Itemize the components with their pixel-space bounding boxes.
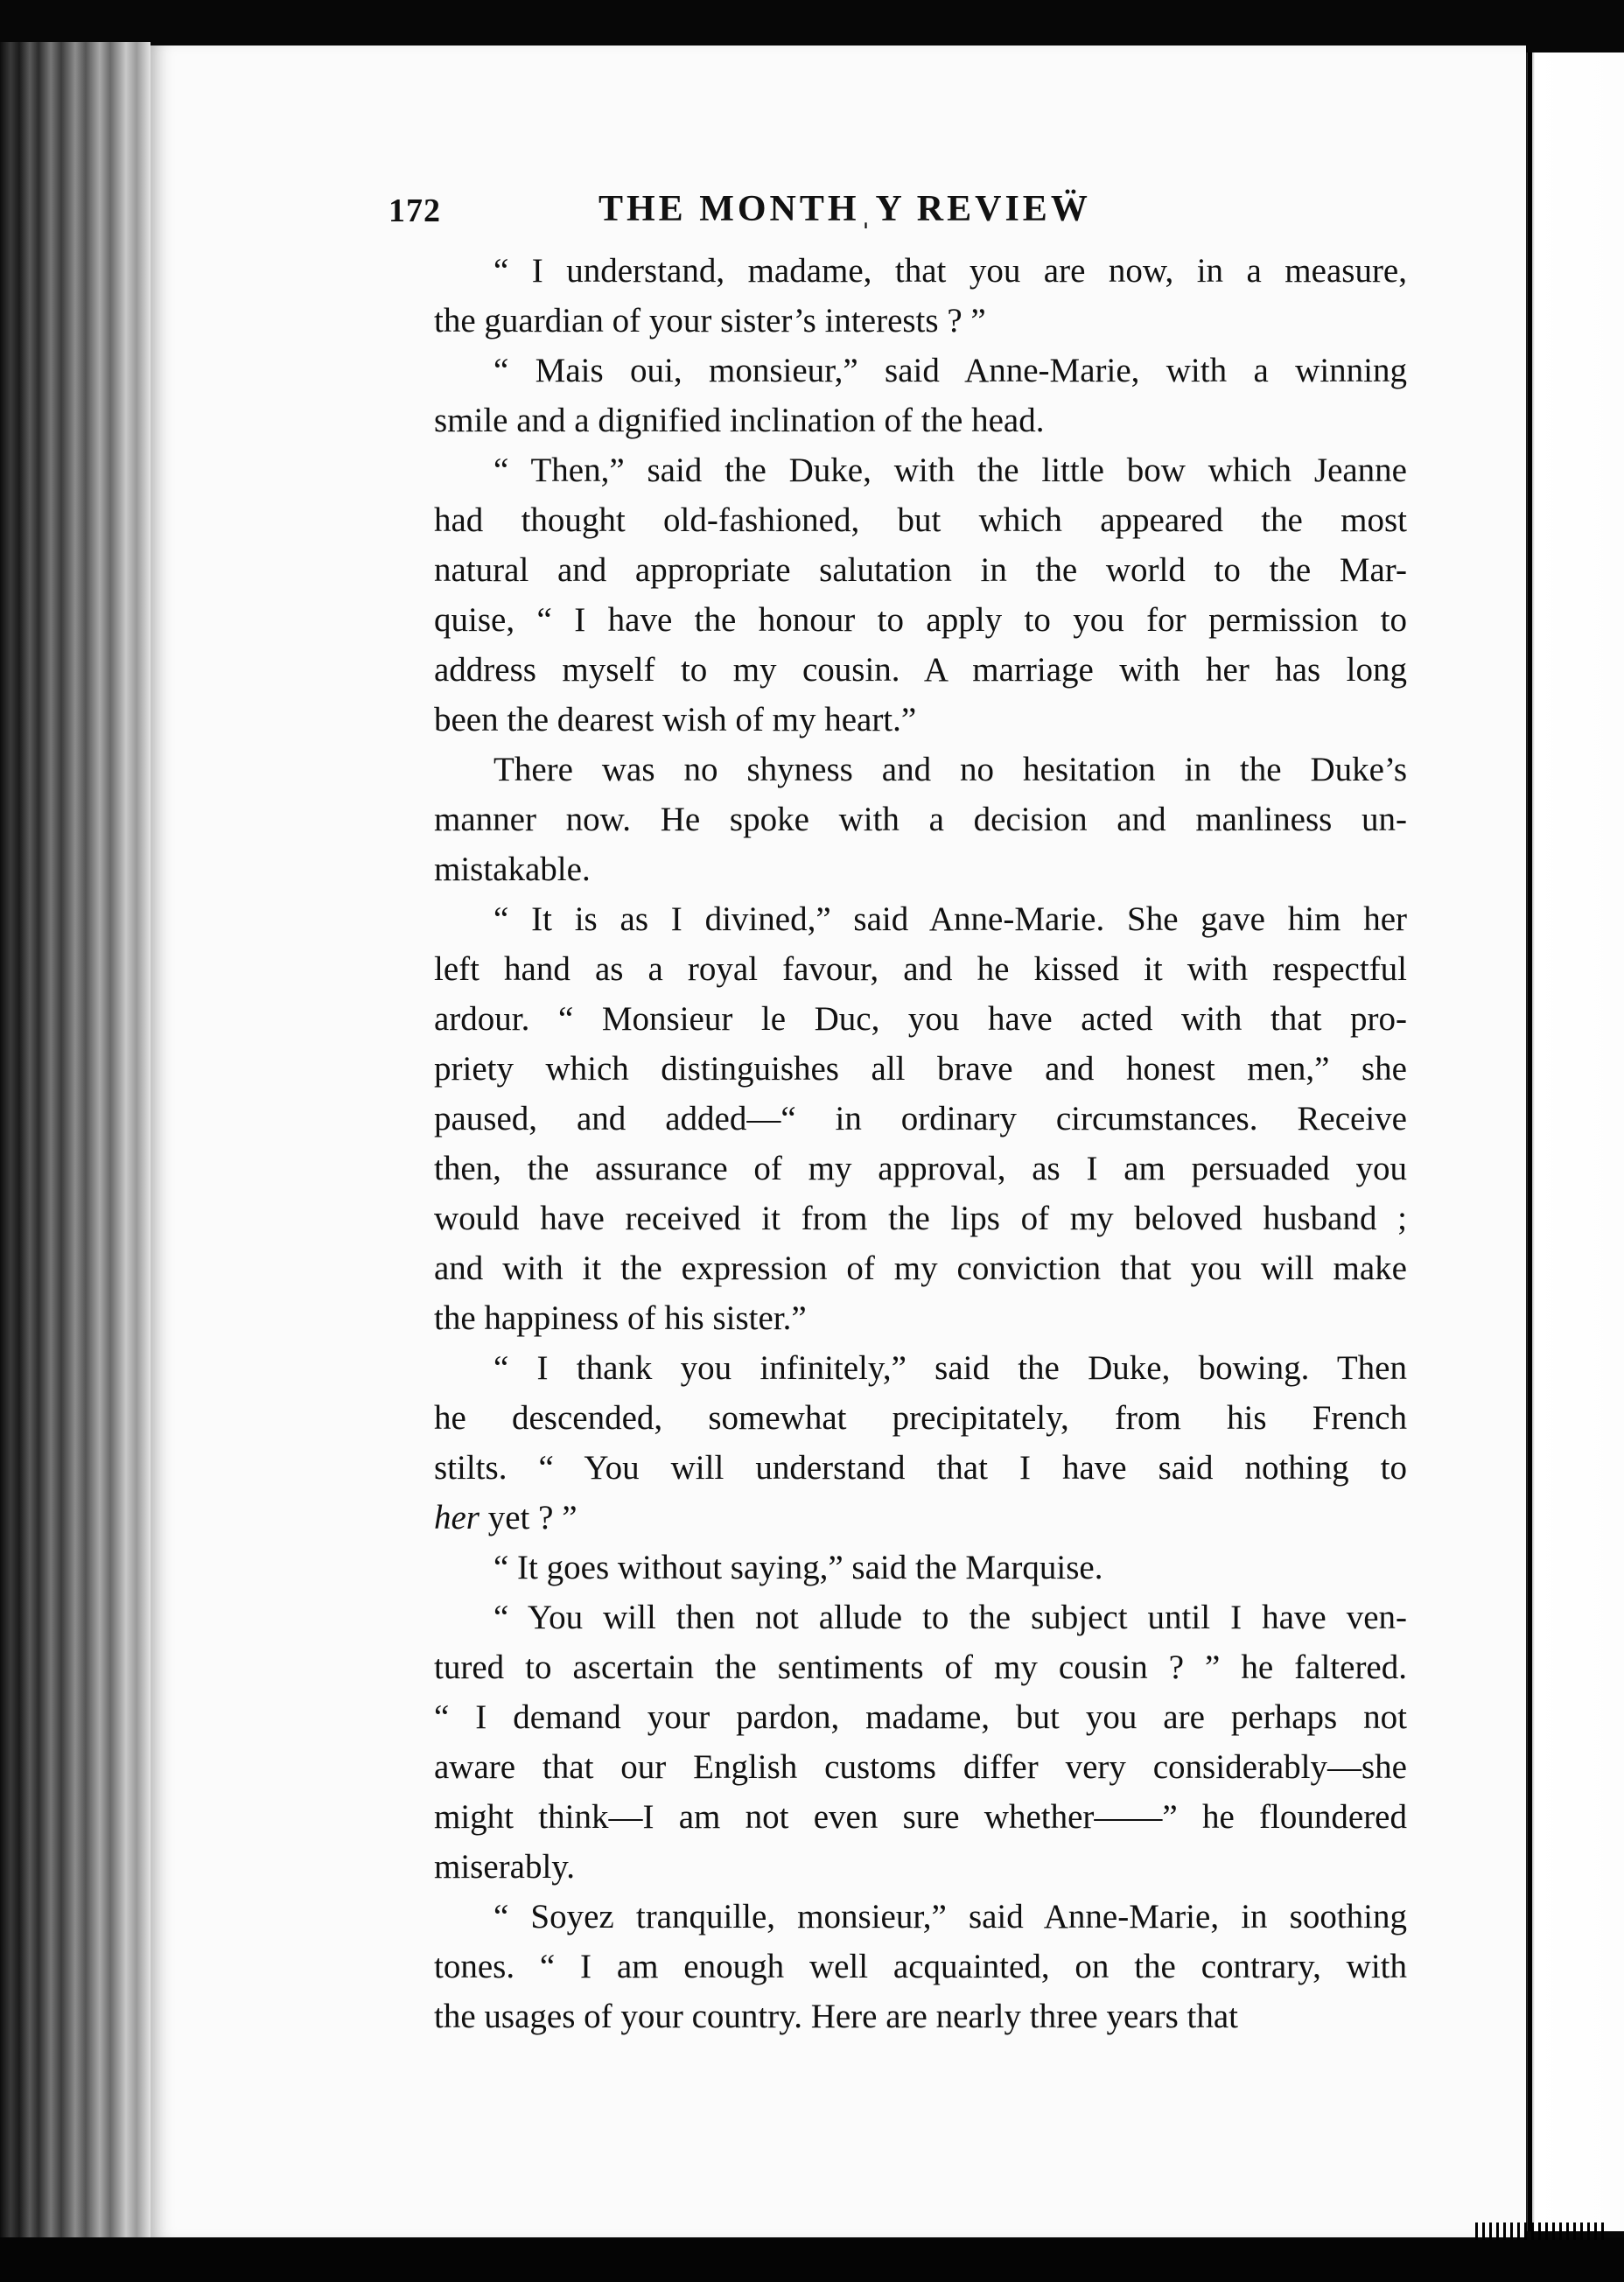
text-line: miserably. — [434, 1848, 576, 1886]
text-line: tured to ascertain the sentiments of my cousin ? ” he faltered. — [434, 1648, 1407, 1686]
text-block — [374, 179, 1407, 2041]
text-line: tones. “ I am enough well acquainted, on the contrary, with — [434, 1948, 1407, 1985]
text-line: “ Soyez tranquille, monsieur,” said Anne-Marie, in soothing — [494, 1898, 1407, 1936]
text-line: might think—I am not even sure whether——” he floundered — [434, 1798, 1407, 1836]
text-line: “ I demand your pardon, madame, but you are perhaps not — [434, 1698, 1407, 1736]
page-number: 172 — [388, 192, 441, 229]
text-line: he descended, somewhat precipitately, from his French — [434, 1399, 1407, 1437]
page-stack-edge — [0, 42, 150, 2238]
text-line: paused, and added—“ in ordinary circumstances. Receive — [434, 1100, 1407, 1138]
text-line: address myself to my cousin. A marriage with her has long — [434, 651, 1407, 689]
text-line: had thought old-fashioned, but which appeared the most — [434, 501, 1407, 539]
text-line: “ I thank you infinitely,” said the Duke, bowing. Then — [494, 1349, 1407, 1387]
text-line: mistakable. — [434, 850, 591, 888]
running-head — [374, 179, 1407, 228]
paragraph — [374, 1892, 1407, 2041]
text-line: There was no shyness and no hesitation in the Duke’s — [494, 751, 1407, 788]
line-rest: yet ? ” — [480, 1499, 578, 1536]
text-line: “ Mais oui, monsieur,” said Anne-Marie, with a winning — [494, 352, 1407, 389]
scan-bottom-border — [0, 2237, 1624, 2282]
text-line: stilts. “ You will understand that I have said nothing to — [434, 1449, 1407, 1487]
text-line: “ You will then not allude to the subject until I have ven- — [494, 1599, 1407, 1636]
text-line: would have received it from the lips of my beloved husband ; — [434, 1200, 1407, 1237]
italic-word: her — [434, 1499, 480, 1536]
text-line: smile and a dignified inclination of the head. — [434, 402, 1045, 439]
text-line: “ It goes without saying,” said the Marquise. — [494, 1549, 1103, 1586]
text-line: the usages of your country. Here are nearly three years that — [434, 1998, 1238, 2035]
text-line: left hand as a royal favour, and he kissed it with respectful — [434, 950, 1407, 988]
text-line: the guardian of your sister’s interests ? ” — [434, 302, 986, 340]
text-line: “ It is as I divined,” said Anne-Marie. She gave him her — [494, 900, 1407, 938]
text-line: manner now. He spoke with a decision and manliness un- — [434, 801, 1407, 838]
body-text — [374, 246, 1407, 2041]
scan-tick-marks — [1475, 2222, 1606, 2240]
paragraph — [374, 1592, 1407, 1892]
paragraph — [374, 894, 1407, 1343]
paragraph — [374, 1343, 1407, 1543]
journal-title: THE MONTHˌY REVIEẄ — [598, 189, 1091, 229]
text-line: ardour. “ Monsieur le Duc, you have acted with that pro- — [434, 1000, 1407, 1038]
text-line: quise, “ I have the honour to apply to you for permission to — [434, 601, 1407, 639]
paragraph — [374, 445, 1407, 745]
text-line: “ Then,” said the Duke, with the little bow which Jeanne — [494, 452, 1407, 489]
paragraph — [374, 346, 1407, 445]
text-line: then, the assurance of my approval, as I am persuaded you — [434, 1150, 1407, 1187]
facing-page-edge — [1526, 52, 1624, 2231]
text-line: been the dearest wish of my heart.” — [434, 701, 917, 738]
text-line — [374, 1493, 1407, 1543]
text-line: “ I understand, madame, that you are now, in a measure, — [494, 252, 1407, 290]
text-line: aware that our English customs differ very considerably—she — [434, 1748, 1407, 1786]
text-line: and with it the expression of my conviction that you will make — [434, 1250, 1407, 1287]
paragraph — [374, 745, 1407, 894]
paragraph — [374, 1543, 1407, 1592]
paragraph — [374, 246, 1407, 346]
text-line: priety which distinguishes all brave and honest men,” she — [434, 1050, 1407, 1088]
text-line: natural and appropriate salutation in the world to the Mar- — [434, 551, 1407, 589]
text-line: the happiness of his sister.” — [434, 1299, 807, 1337]
